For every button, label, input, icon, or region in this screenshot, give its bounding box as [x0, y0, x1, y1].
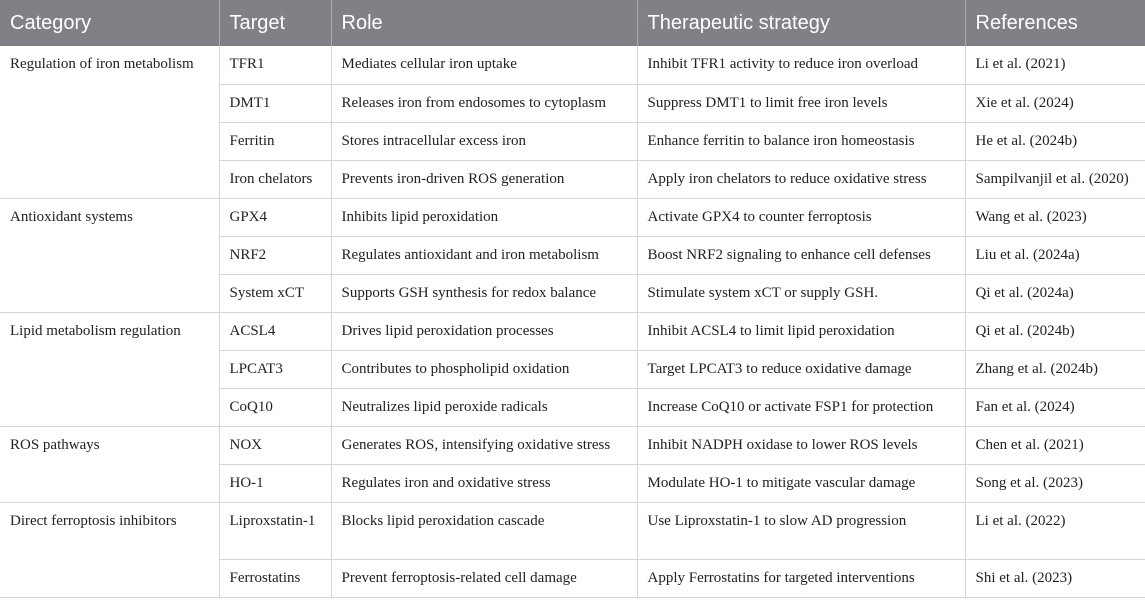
target-cell: HO-1 [219, 464, 331, 502]
reference-cell: He et al. (2024b) [965, 122, 1145, 160]
strategy-cell: Modulate HO-1 to mitigate vascular damage [637, 464, 965, 502]
reference-cell: Liu et al. (2024a) [965, 236, 1145, 274]
table-body [0, 46, 1145, 597]
strategy-cell: Apply Ferrostatins for targeted interventions [637, 559, 965, 597]
role-cell: Contributes to phospholipid oxidation [331, 350, 637, 388]
strategy-cell: Inhibit NADPH oxidase to lower ROS levels [637, 426, 965, 464]
target-cell: TFR1 [219, 46, 331, 84]
reference-cell: Qi et al. (2024a) [965, 274, 1145, 312]
role-cell: Mediates cellular iron uptake [331, 46, 637, 84]
target-cell: System xCT [219, 274, 331, 312]
table-row [0, 312, 1145, 350]
role-cell: Neutralizes lipid peroxide radicals [331, 388, 637, 426]
strategy-cell: Inhibit TFR1 activity to reduce iron overload [637, 46, 965, 84]
category-cell: ROS pathways [0, 426, 219, 502]
role-cell: Prevent ferroptosis-related cell damage [331, 559, 637, 597]
reference-cell: Shi et al. (2023) [965, 559, 1145, 597]
reference-cell: Zhang et al. (2024b) [965, 350, 1145, 388]
table-row [0, 502, 1145, 559]
strategy-cell: Use Liproxstatin-1 to slow AD progression [637, 502, 965, 559]
target-cell: NRF2 [219, 236, 331, 274]
role-cell: Drives lipid peroxidation processes [331, 312, 637, 350]
role-cell: Blocks lipid peroxidation cascade [331, 502, 637, 559]
category-cell: Direct ferroptosis inhibitors [0, 502, 219, 597]
table-row [0, 198, 1145, 236]
role-cell: Stores intracellular excess iron [331, 122, 637, 160]
reference-cell: Sampilvanjil et al. (2020) [965, 160, 1145, 198]
target-cell: LPCAT3 [219, 350, 331, 388]
role-cell: Supports GSH synthesis for redox balance [331, 274, 637, 312]
target-cell: CoQ10 [219, 388, 331, 426]
strategy-cell: Boost NRF2 signaling to enhance cell defenses [637, 236, 965, 274]
strategy-cell: Enhance ferritin to balance iron homeostasis [637, 122, 965, 160]
header-target: Target [219, 0, 331, 46]
target-cell: Liproxstatin-1 [219, 502, 331, 559]
reference-cell: Wang et al. (2023) [965, 198, 1145, 236]
target-cell: NOX [219, 426, 331, 464]
strategy-cell: Suppress DMT1 to limit free iron levels [637, 84, 965, 122]
role-cell: Releases iron from endosomes to cytoplasm [331, 84, 637, 122]
target-cell: Iron chelators [219, 160, 331, 198]
role-cell: Generates ROS, intensifying oxidative stress [331, 426, 637, 464]
target-cell: DMT1 [219, 84, 331, 122]
reference-cell: Li et al. (2022) [965, 502, 1145, 559]
reference-cell: Song et al. (2023) [965, 464, 1145, 502]
target-cell: Ferritin [219, 122, 331, 160]
role-cell: Prevents iron-driven ROS generation [331, 160, 637, 198]
target-cell: Ferrostatins [219, 559, 331, 597]
header-row [0, 0, 1145, 46]
strategy-cell: Apply iron chelators to reduce oxidative stress [637, 160, 965, 198]
table-header [0, 0, 1145, 46]
reference-cell: Chen et al. (2021) [965, 426, 1145, 464]
header-category: Category [0, 0, 219, 46]
header-therapeutic-strategy: Therapeutic strategy [637, 0, 965, 46]
category-cell: Regulation of iron metabolism [0, 46, 219, 198]
strategy-cell: Stimulate system xCT or supply GSH. [637, 274, 965, 312]
strategy-cell: Target LPCAT3 to reduce oxidative damage [637, 350, 965, 388]
reference-cell: Xie et al. (2024) [965, 84, 1145, 122]
table-row [0, 426, 1145, 464]
header-role: Role [331, 0, 637, 46]
reference-cell: Qi et al. (2024b) [965, 312, 1145, 350]
role-cell: Regulates iron and oxidative stress [331, 464, 637, 502]
reference-cell: Li et al. (2021) [965, 46, 1145, 84]
role-cell: Regulates antioxidant and iron metabolism [331, 236, 637, 274]
reference-cell: Fan et al. (2024) [965, 388, 1145, 426]
category-cell: Antioxidant systems [0, 198, 219, 312]
target-cell: ACSL4 [219, 312, 331, 350]
header-references: References [965, 0, 1145, 46]
strategy-cell: Inhibit ACSL4 to limit lipid peroxidation [637, 312, 965, 350]
target-cell: GPX4 [219, 198, 331, 236]
strategy-cell: Increase CoQ10 or activate FSP1 for protection [637, 388, 965, 426]
role-cell: Inhibits lipid peroxidation [331, 198, 637, 236]
table-row [0, 46, 1145, 84]
strategy-cell: Activate GPX4 to counter ferroptosis [637, 198, 965, 236]
category-cell: Lipid metabolism regulation [0, 312, 219, 426]
